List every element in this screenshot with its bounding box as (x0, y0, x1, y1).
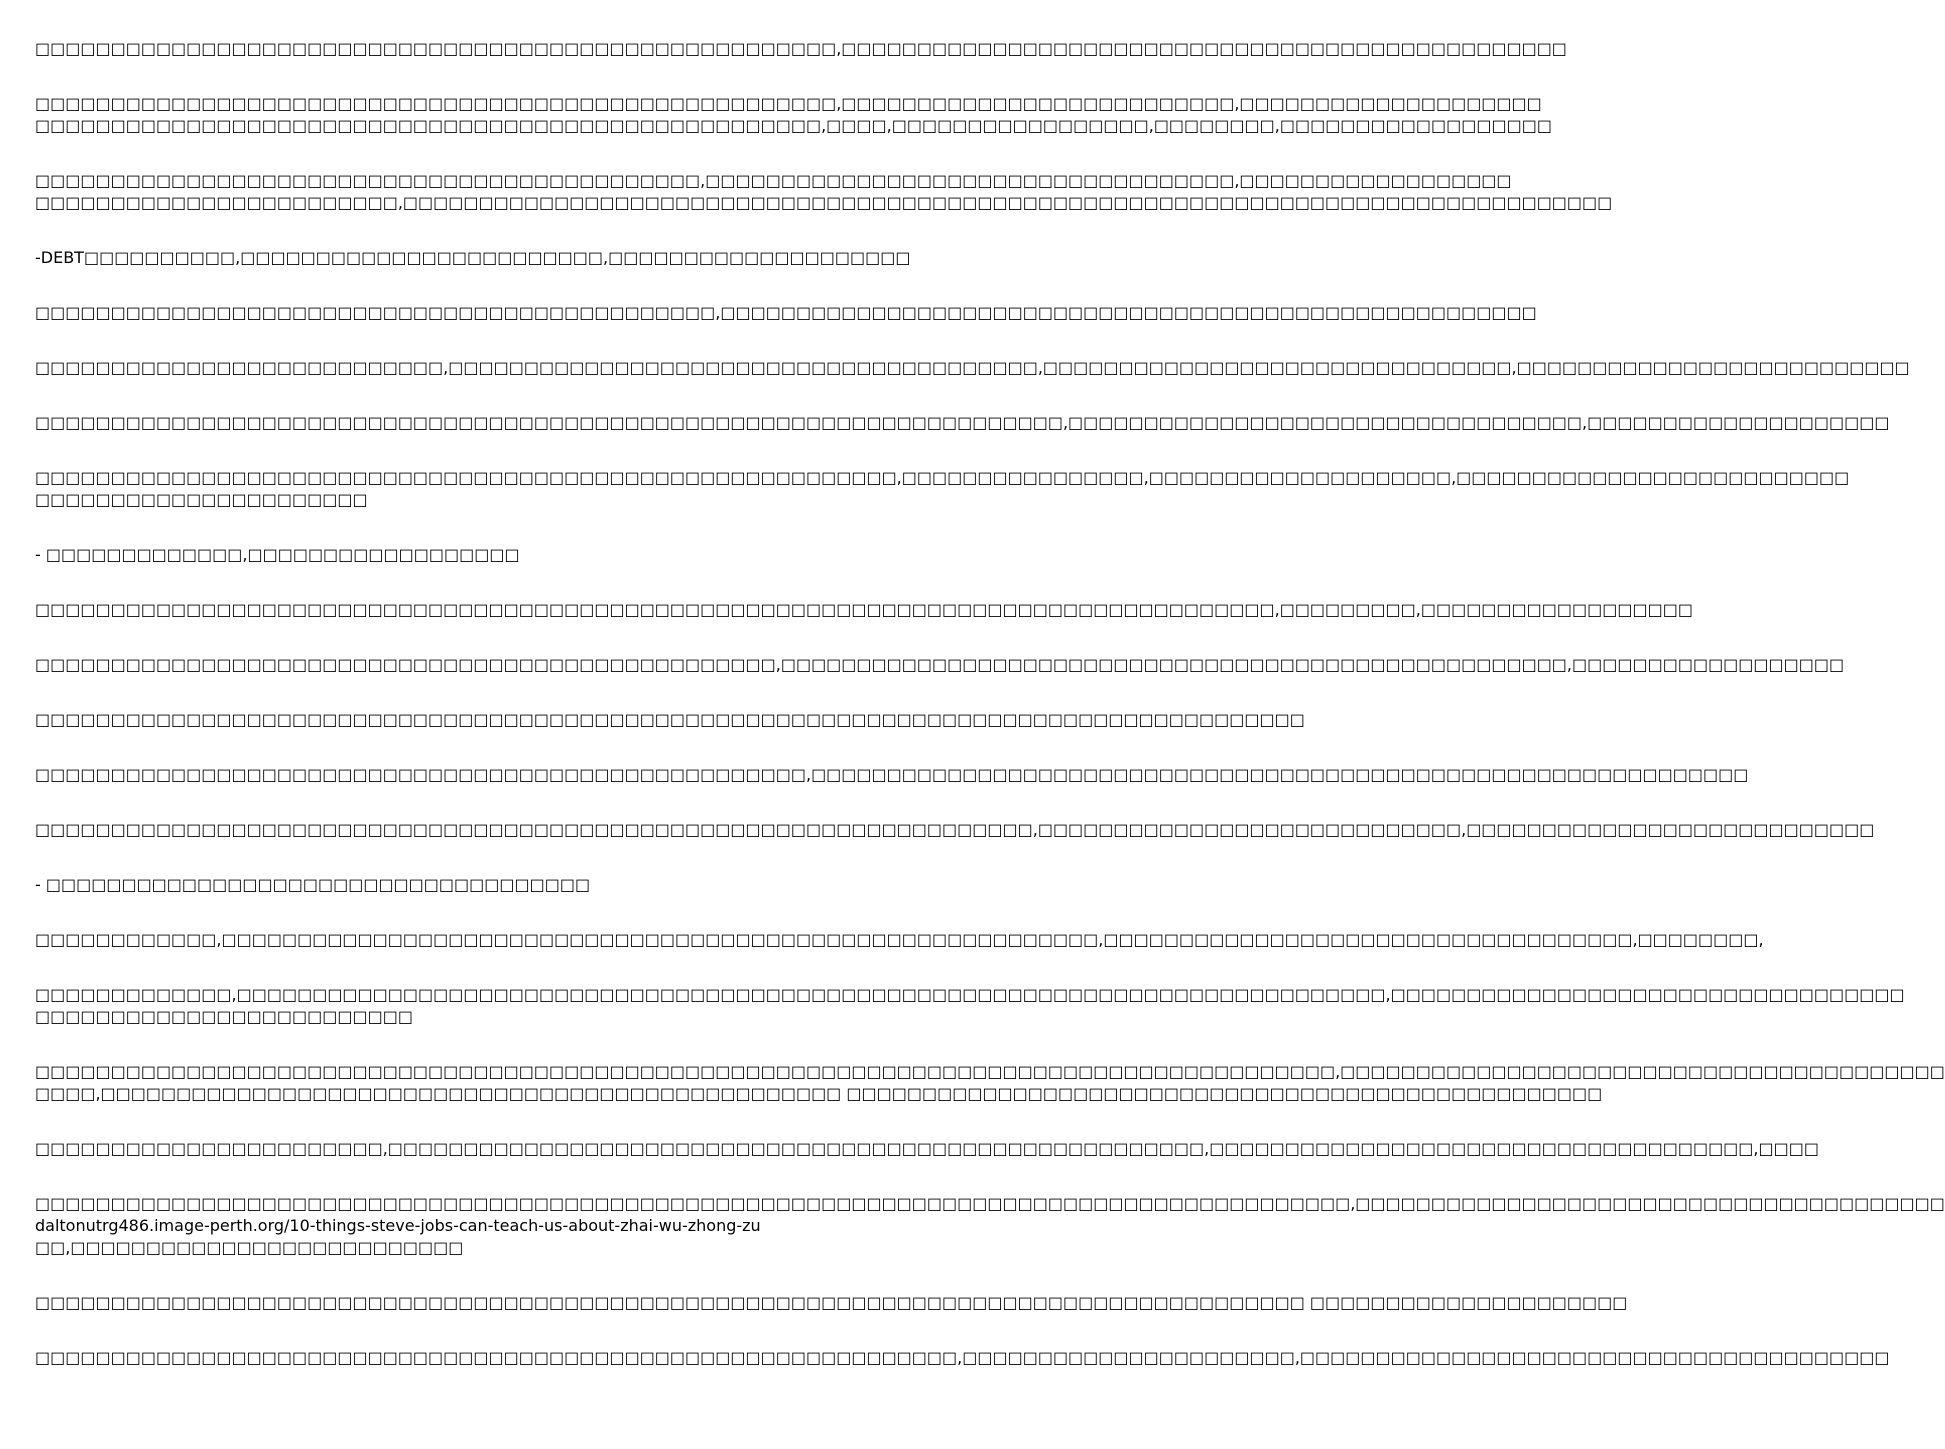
paragraph (35, 544, 989, 566)
paragraph-line: - □□□□□□□□□□□□□,□□□□□□□□□□□□□□□□□□ (35, 545, 520, 564)
paragraph (35, 1061, 1945, 1105)
paragraph (35, 654, 1845, 676)
paragraph-gap (35, 676, 989, 709)
paragraph-gap (35, 1259, 989, 1292)
paragraph-gap (35, 1160, 989, 1193)
paragraph-gap (35, 269, 989, 302)
paragraph-gap (35, 1028, 989, 1061)
paragraph (35, 38, 1567, 60)
paragraph-line: □□□□,□□□□□□□□□□□□□□□□□□□□□□□□□□□□□□□□□□□□□□□□□□□□□□□□□ □□□□□□□□□□□□□□□□□□□□□□□□□□□□□□□□□□□□□□□□□□□□□□□□□□ (35, 1084, 1603, 1103)
paragraph-line: □□□□□□□□□□□□□□□□□□□□□□□□□□□□□□□□□□□□□□□□□□□□□□□□□□□□□□□□□□□□□□□□□□□□□□□□□□□□□□□□□□,□□□□□□□□□,□□□□□□□□□□□□□□□□□□ (35, 600, 1693, 619)
paragraph-line: □□□□□□□□□□□□□□□□□□□□□□□□□□□□□□□□□□□□□□□□□□□□,□□□□□□□□□□□□□□□□□□□□□□□□□□□□□□□□□□□,□□□□□□□□□□□□□□□□□□ (35, 171, 1512, 190)
paragraph (35, 1138, 1819, 1160)
paragraph (35, 1292, 1628, 1314)
paragraph-gap (35, 786, 989, 819)
paragraph-gap (35, 434, 989, 467)
paragraph-line: □□□□□□□□□□□□□□□□□□□□□□□□□□□□□□□□□□□□□□□□□□□□□□□□□,□□□□□□□□□□□□□□□□□□□□□□□□□□□□□□□□□□□□□□□□□□□□□□□□□□□□,□□□□□□□□□□□□□□□□□□ (35, 655, 1845, 674)
paragraph (35, 1193, 1945, 1259)
paragraph (35, 599, 1693, 621)
paragraph-gap (35, 951, 989, 984)
paragraph-line: □□□□□□□□□□□□□□□□□□□□□□□□□□□□□□□□□□□□□□□□□□□□□□□□□□□□,□□□□,□□□□□□□□□□□□□□□□□,□□□□□□□□,□□□□□□□□□□□□□□□□□□ (35, 116, 1552, 135)
paragraph (35, 929, 1764, 951)
paragraph (35, 764, 1749, 786)
paragraph-line: □□□□□□□□□□□□□□□□□□□□□□□□□□□□□□□□□□□□□□□□□□□□□□□□□□□□□□□□□□□□□□□□□□□□□□□□□□□□□□□□□□□□□□□,□□□□□□□□□□□□□□□□□□□□□□□□□□□□□□□□□□□□□□□ (35, 1194, 1945, 1213)
paragraph-line: □□□□□□□□□□□□□□□□□□□□□□□□□ (35, 1007, 413, 1026)
paragraph (35, 819, 1875, 841)
paragraph-gap (35, 379, 989, 412)
paragraph (35, 302, 1537, 324)
paragraph (35, 247, 989, 269)
paragraph-gap (35, 621, 989, 654)
paragraph-gap (35, 511, 989, 544)
paragraph-line: □□□□□□□□□□□□□□□□□□□□□□ (35, 490, 368, 509)
paragraph (35, 874, 989, 896)
paragraph-gap (35, 1314, 989, 1347)
paragraph (35, 1347, 1890, 1369)
paragraph-line: □□□□□□□□□□□□□□□□□□□□□□□□□□□□□□□□□□□□□□□□□□□□□□□□□□□□□□□□□□□□□□□□□□□□□□□□□□□□□□□□□□□□ (35, 710, 1305, 729)
paragraph-gap (35, 324, 989, 357)
paragraph-line: □□□□□□□□□□□□□□□□□□□□□□□□□□□□□□□□□□□□□□□□□□□□□□□□□□□□□□□□□□□□□,□□□□□□□□□□□□□□□□□□□□□□,□□□□□□□□□□□□□□□□□□□□□□□□□□□□□□□□□□□□□□□ (35, 1348, 1890, 1367)
paragraph-line: □□□□□□□□□□□□□,□□□□□□□□□□□□□□□□□□□□□□□□□□□□□□□□□□□□□□□□□□□□□□□□□□□□□□□□□□□□□□□□□□□□□□□□□□□□,□□□□□□□□□□□□□□□□□□□□□□□□□□□□□□□□□□ (35, 985, 1905, 1004)
paragraph-gap (35, 566, 989, 599)
paragraph (35, 467, 1850, 511)
paragraph-line: □□□□□□□□□□□□□□□□□□□□□□□□□□□□□□□□□□□□□□□□□□□□□,□□□□□□□□□□□□□□□□□□□□□□□□□□□□□□□□□□□□□□□□□□□□□□□□□□□□□□ (35, 303, 1537, 322)
paragraph-gap (35, 841, 989, 874)
paragraph-line: □□□□□□□□□□□□□□□□□□□□□□□□□□□□□□□□□□□□□□□□□□□□□□□□□□□□□□□□□,□□□□□□□□□□□□□□□□,□□□□□□□□□□□□□□□□□□□□,□□□□□□□□□□□□□□□□□□□□□□□□□□ (35, 468, 1850, 487)
paragraph-gap (35, 214, 989, 247)
paragraph (35, 709, 1305, 731)
paragraph-gap (35, 1105, 989, 1138)
paragraph-line: -DEBT□□□□□□□□□□,□□□□□□□□□□□□□□□□□□□□□□□□,□□□□□□□□□□□□□□□□□□□□ (35, 248, 911, 267)
paragraph-line: □□□□□□□□□□□□□□□□□□□□□□□,□□□□□□□□□□□□□□□□□□□□□□□□□□□□□□□□□□□□□□□□□□□□□□□□□□□□□□,□□□□□□□□□□□□□□□□□□□□□□□□□□□□□□□□□□□□,□□□□ (35, 1139, 1819, 1158)
paragraph-line: □□□□□□□□□□□□□□□□□□□□□□□□,□□□□□□□□□□□□□□□□□□□□□□□□□□□□□□□□□□□□□□□□□□□□□□□□□□□□□□□□□□□□□□□□□□□□□□□□□□□□□□□□ (35, 193, 1613, 212)
paragraph (35, 984, 1905, 1028)
paragraph (35, 93, 1552, 137)
paragraph-gap (35, 731, 989, 764)
paragraph-line: □□□□□□□□□□□□,□□□□□□□□□□□□□□□□□□□□□□□□□□□□□□□□□□□□□□□□□□□□□□□□□□□□□□□□□□,□□□□□□□□□□□□□□□□□□□□□□□□□□□□□□□□□□□,□□□□□□□□, (35, 930, 1764, 949)
paragraph-line: daltonutrg486.image-perth.org/10-things-steve-jobs-can-teach-us-about-zhai-wu-zhong-zu (35, 1216, 761, 1235)
paragraph-line: □□□□□□□□□□□□□□□□□□□□□□□□□□□□□□□□□□□□□□□□□□□□□□□□□□□□□□□□□□□□□□□□□□□□□□□□□□□□□□□□□□□□ □□□□□□□□□□□□□□□□□□□□□ (35, 1293, 1628, 1312)
paragraph-line: □□□□□□□□□□□□□□□□□□□□□□□□□□□□□□□□□□□□□□□□□□□□□□□□□□□□□□□□□□□□□□□□□□□□□□□□□□□□□□□□□□□□□□,□□□□□□□□□□□□□□□□□□□□□□□□□□□□□□□□□□□□□□□□ (35, 1062, 1945, 1081)
paragraph (35, 412, 1890, 434)
paragraph-line: - □□□□□□□□□□□□□□□□□□□□□□□□□□□□□□□□□□□□ (35, 875, 591, 894)
paragraph-line: □□□□□□□□□□□□□□□□□□□□□□□□□□□□□□□□□□□□□□□□□□□□□□□□□□□□□,□□□□□□□□□□□□□□□□□□□□□□□□□□,□□□□□□□□□□□□□□□□□□□□ (35, 94, 1542, 113)
paragraph-gap (35, 137, 989, 170)
paragraph (35, 170, 1613, 214)
paragraph-line: □□□□□□□□□□□□□□□□□□□□□□□□□□□□□□□□□□□□□□□□□□□□□□□□□□□□□□□□□□□□□□□□□□□□,□□□□□□□□□□□□□□□□□□□□□□□□□□□□□□□□□□,□□□□□□□□□□□□□□□□□□□□ (35, 413, 1890, 432)
paragraph-line: □□□□□□□□□□□□□□□□□□□□□□□□□□□□□□□□□□□□□□□□□□□□□□□□□□□□□,□□□□□□□□□□□□□□□□□□□□□□□□□□□□□□□□□□□□□□□□□□□□□□□□ (35, 39, 1567, 58)
paragraph-gap (35, 896, 989, 929)
document-body (35, 38, 1945, 1369)
paragraph-line: □□□□□□□□□□□□□□□□□□□□□□□□□□□□□□□□□□□□□□□□□□□□□□□□□□□,□□□□□□□□□□□□□□□□□□□□□□□□□□□□□□□□□□□□□□□□□□□□□□□□□□□□□□□□□□□□□□ (35, 765, 1749, 784)
paragraph (35, 357, 1910, 379)
paragraph-line: □□□□□□□□□□□□□□□□□□□□□□□□□□□,□□□□□□□□□□□□□□□□□□□□□□□□□□□□□□□□□□□□□□□,□□□□□□□□□□□□□□□□□□□□□□□□□□□□□□□,□□□□□□□□□□□□□□□□□□□□□□□□□□ (35, 358, 1910, 377)
paragraph-line: □□,□□□□□□□□□□□□□□□□□□□□□□□□□□ (35, 1238, 464, 1257)
paragraph-line: □□□□□□□□□□□□□□□□□□□□□□□□□□□□□□□□□□□□□□□□□□□□□□□□□□□□□□□□□□□□□□□□□□,□□□□□□□□□□□□□□□□□□□□□□□□□□□□,□□□□□□□□□□□□□□□□□□□□□□□□□□□ (35, 820, 1875, 839)
paragraph-gap (35, 60, 989, 93)
